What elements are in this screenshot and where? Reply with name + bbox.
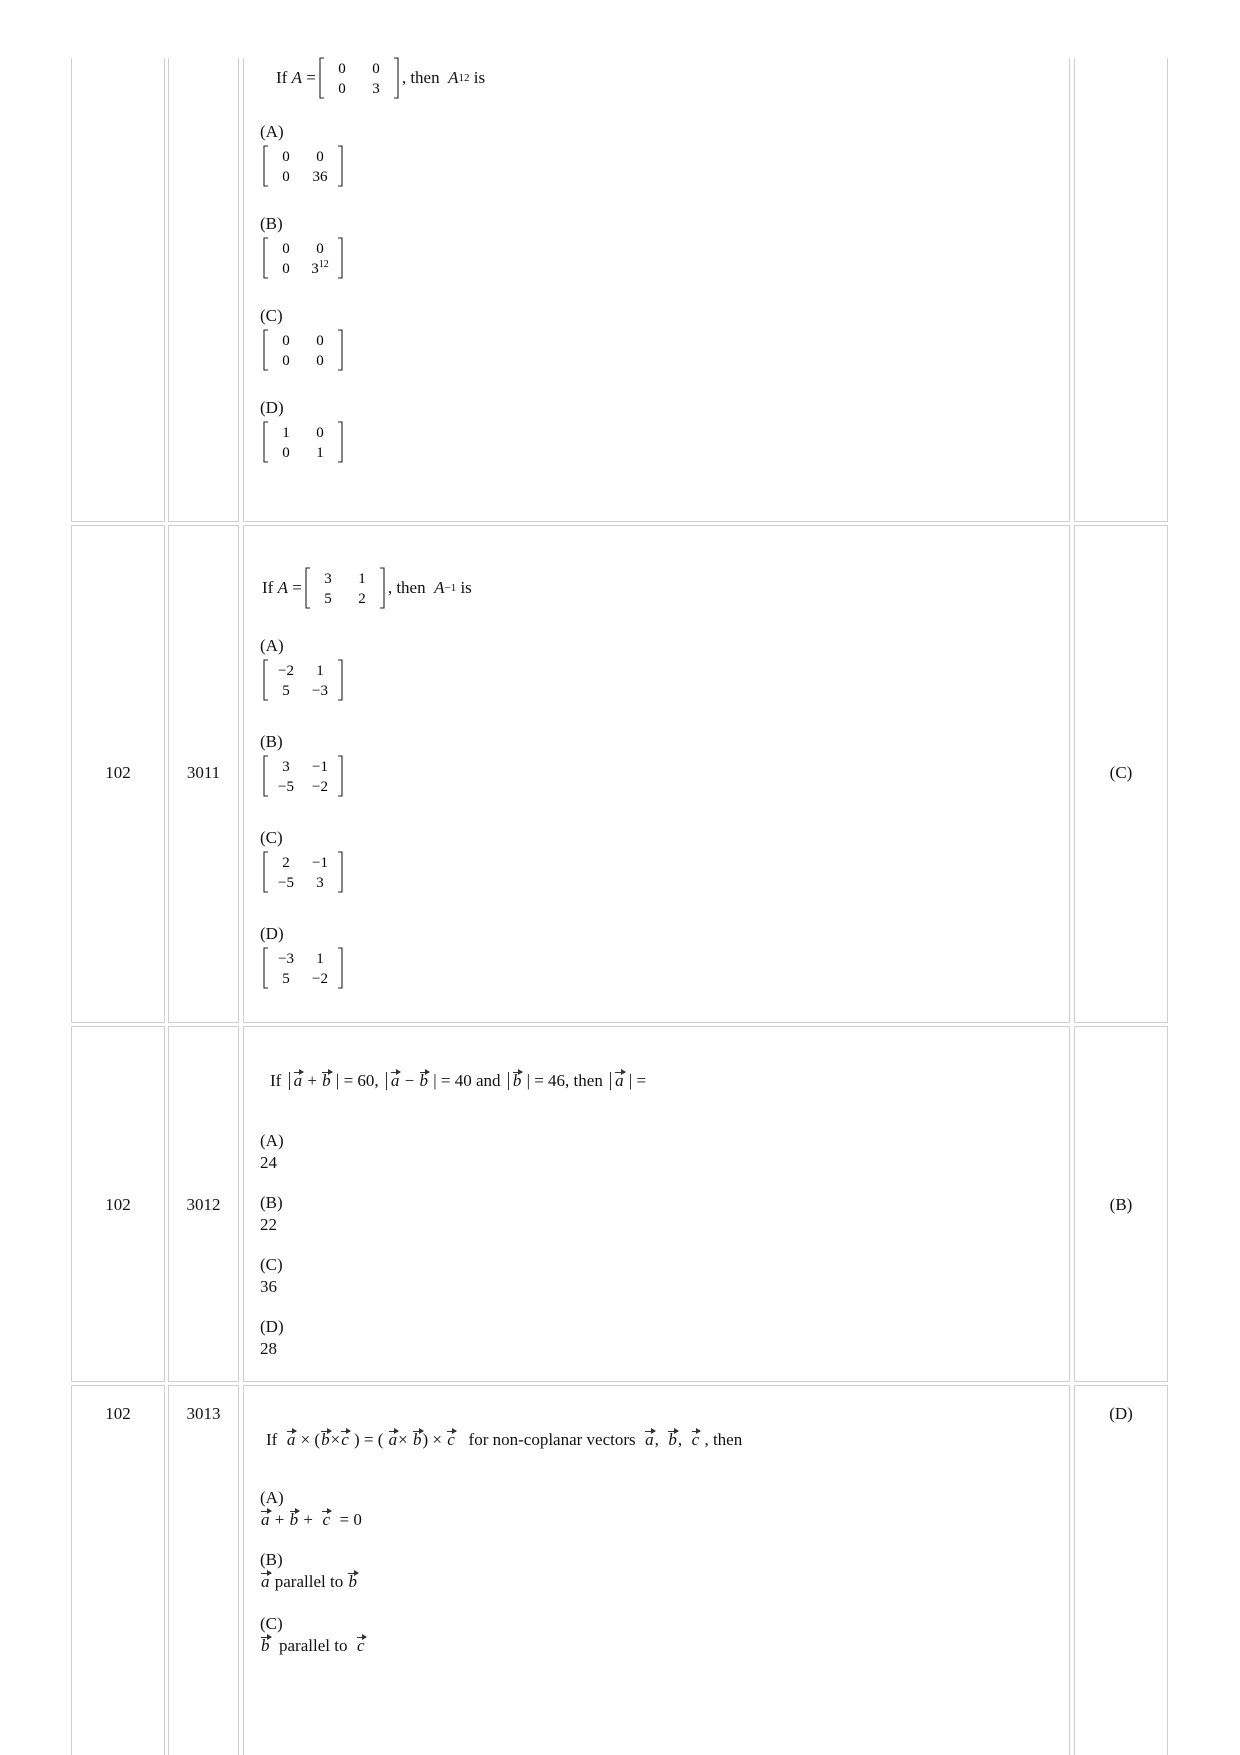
option-value: 36 [260,1277,277,1296]
q-word: is [473,68,486,87]
left-bracket [306,568,310,608]
right-bracket [338,330,342,370]
matrix-cell: 1 [316,445,324,461]
q-word: | = 46, then [526,1071,603,1090]
left-bracket [264,660,268,700]
matrix-cell: 2 [358,591,366,607]
option-label: (D) [260,924,284,943]
left-bracket [264,422,268,462]
vector-a: a [388,1430,398,1449]
matrix-cell: −2 [278,663,294,679]
abs-bar [289,1072,290,1090]
answer-cell [1074,525,1168,1023]
matrix-cell: 0 [282,333,290,349]
q-var: A [434,578,445,597]
left-bracket [264,146,268,186]
question-cell [243,58,1070,522]
option-label: (A) [260,1131,284,1150]
option-matrix [260,420,346,464]
vector-a: a [261,1572,270,1591]
matrix-cell: 5 [282,971,290,987]
matrix-cell: 0 [316,333,324,349]
matrix-cell: −1 [312,759,328,775]
matrix-cell: −2 [312,779,328,795]
vector-a: a [286,1430,296,1449]
option-matrix [260,658,346,702]
matrix-cell: 3 [372,81,380,97]
right-bracket [338,852,342,892]
q-word: | = [628,1071,647,1090]
right-bracket [338,660,342,700]
option-label: (A) [260,636,284,655]
right-bracket [338,422,342,462]
q-word: , then [704,1430,743,1449]
abs-bar [610,1072,611,1090]
matrix-cell: −3 [312,683,328,699]
question-id-cell [168,1026,239,1382]
option-matrix [260,754,346,798]
answer-cell [1074,58,1168,522]
q-word: If [262,578,274,597]
answer-cell [1074,1385,1168,1755]
left-bracket [264,330,268,370]
option-label: (B) [260,1193,283,1212]
q-word: , then [387,578,426,597]
vector-b: b [419,1071,429,1090]
question-cell [243,1026,1070,1382]
left-bracket [264,756,268,796]
vector-b: b [289,1510,299,1529]
q-op: × [330,1430,341,1449]
q-word: If [276,68,288,87]
abs-bar [508,1072,509,1090]
question-text [276,58,485,98]
matrix-cell: 0 [316,149,324,165]
question-id: 3013 [186,1404,221,1423]
option-value [260,1636,366,1656]
matrix-cell: 2 [282,855,290,871]
option-matrix [260,236,346,280]
matrix [318,56,400,100]
q-var: A [291,68,302,87]
option-label: (D) [260,398,284,417]
q-op: + [307,1071,317,1090]
option-label: (B) [260,1550,283,1569]
q-word: parallel to [279,1636,348,1655]
question-text [262,568,472,608]
vector-a: a [645,1430,654,1449]
q-word: | = 60, [335,1071,379,1090]
option-label: (B) [260,732,283,751]
matrix-cell: 0 [282,169,290,185]
vector-c: c [356,1636,365,1655]
question-id: 3011 [186,763,221,782]
left-bracket [320,58,324,98]
matrix-cell: −1 [312,855,328,871]
vector-c: c [691,1430,700,1449]
matrix [304,566,386,610]
matrix-cell: 0 [282,261,290,277]
vector-a: a [615,1071,624,1090]
question-id-cell [168,58,239,522]
question-cell [243,525,1070,1023]
vector-b: b [512,1071,522,1090]
left-bracket [264,852,268,892]
option-label: (B) [260,214,283,233]
matrix [262,236,344,280]
matrix-cell: −5 [278,875,294,891]
matrix-cell: 0 [316,353,324,369]
vector-c: c [322,1510,330,1529]
right-bracket [380,568,384,608]
q-op: − [404,1071,415,1090]
left-bracket [264,238,268,278]
right-bracket [338,238,342,278]
vector-a: a [261,1510,270,1529]
option-matrix [260,946,346,990]
matrix-cell: 1 [316,663,324,679]
matrix [262,420,344,464]
option-label: (A) [260,122,284,141]
matrix-cell: 3 [324,571,332,587]
option-value [260,1572,358,1592]
question-text [270,1069,646,1093]
answer-key: (C) [1109,763,1133,782]
subject-code-cell [71,58,165,522]
matrix-cell: 3 [282,759,290,775]
answer-key: (D) [1109,1404,1133,1423]
option-value: 28 [260,1339,277,1358]
q-eq: = [306,68,316,87]
matrix-cell: −5 [278,779,294,795]
matrix-cell: 5 [282,683,290,699]
vector-c: c [447,1430,455,1449]
matrix-cell: 0 [282,149,290,165]
q-exp: 12 [458,72,470,84]
option-label: (C) [260,828,283,847]
q-word: If [266,1430,278,1449]
subject-code: 102 [105,763,131,782]
option-value [260,1510,362,1530]
matrix-cell: $3^{12}$ [311,259,329,277]
option-label: (C) [260,1614,283,1633]
subject-code-cell [71,1026,165,1382]
table-row [71,1026,1171,1382]
q-op: × [300,1430,311,1449]
matrix-cell: 0 [338,81,346,97]
matrix-cell: 1 [358,571,366,587]
answer-cell [1074,1026,1168,1382]
matrix-cell: 0 [372,61,380,77]
matrix-cell: 0 [316,425,324,441]
q-word: | = 40 and [433,1071,501,1090]
right-bracket [338,948,342,988]
left-bracket [264,948,268,988]
q-word: is [460,578,472,597]
option-value: 22 [260,1215,277,1234]
matrix-cell: 36 [312,169,328,185]
q-word: parallel to [274,1572,344,1591]
matrix-cell: 0 [338,61,346,77]
abs-bar [386,1072,387,1090]
option-matrix [260,144,346,188]
option-label: (D) [260,1317,284,1336]
matrix-cell: 0 [316,241,324,257]
option-label: (A) [260,1488,284,1507]
option-value: 24 [260,1153,277,1172]
option-label: (C) [260,306,283,325]
q-word: If [270,1071,282,1090]
subject-code: 102 [105,1404,131,1423]
q-var: A [277,578,288,597]
matrix [262,658,344,702]
subject-code-cell [71,1385,165,1755]
option-label: (C) [260,1255,283,1274]
q-op: + [303,1510,313,1529]
q-word: for non-coplanar vectors [468,1430,636,1449]
matrix-cell: 0 [282,241,290,257]
subject-code-cell [71,525,165,1023]
matrix [262,946,344,990]
vector-b: b [321,1430,330,1449]
option-matrix [260,850,346,894]
q-eq: = [292,578,302,597]
matrix-cell: 0 [282,353,290,369]
table-row [71,58,1171,522]
table-row [71,1385,1171,1755]
q-word: , then [401,68,440,87]
matrix-cell: 1 [282,425,290,441]
question-id-cell [168,1385,239,1755]
right-bracket [338,756,342,796]
table-row [71,525,1171,1023]
vector-b: b [668,1430,677,1449]
q-word: ( [314,1430,321,1449]
vector-a: a [293,1071,303,1090]
matrix-cell: −3 [278,951,294,967]
matrix [262,754,344,798]
vector-b: b [261,1636,270,1655]
question-text: If a × ( b × c ) = ( a × b ) × c for non-coplanar vectors a , b , c , then [266,1430,743,1449]
matrix-cell: −2 [312,971,328,987]
q-var: A [448,68,459,87]
option-matrix [260,328,346,372]
matrix [262,144,344,188]
matrix-cell: 5 [324,591,332,607]
matrix-cell: 3 [316,875,324,891]
matrix-cell: 0 [282,445,290,461]
vector-a: a [390,1071,400,1090]
q-op: + [274,1510,285,1529]
matrix [262,850,344,894]
vector-b: b [413,1430,422,1449]
subject-code: 102 [105,1195,131,1214]
q-word: ) × [422,1430,442,1449]
question-id: 3012 [186,1195,221,1214]
answer-key: (B) [1109,1195,1133,1214]
q-op: × [398,1430,408,1449]
right-bracket [338,146,342,186]
vector-b: b [348,1572,357,1591]
vector-c: c [341,1430,349,1449]
q-word: ) = ( [353,1430,384,1449]
vector-b: b [322,1071,331,1090]
question-cell [243,1385,1070,1755]
matrix-cell: 1 [316,951,324,967]
matrix [262,328,344,372]
q-word: = 0 [339,1510,362,1529]
right-bracket [394,58,398,98]
q-exp: −1 [444,582,457,594]
question-id-cell [168,525,239,1023]
